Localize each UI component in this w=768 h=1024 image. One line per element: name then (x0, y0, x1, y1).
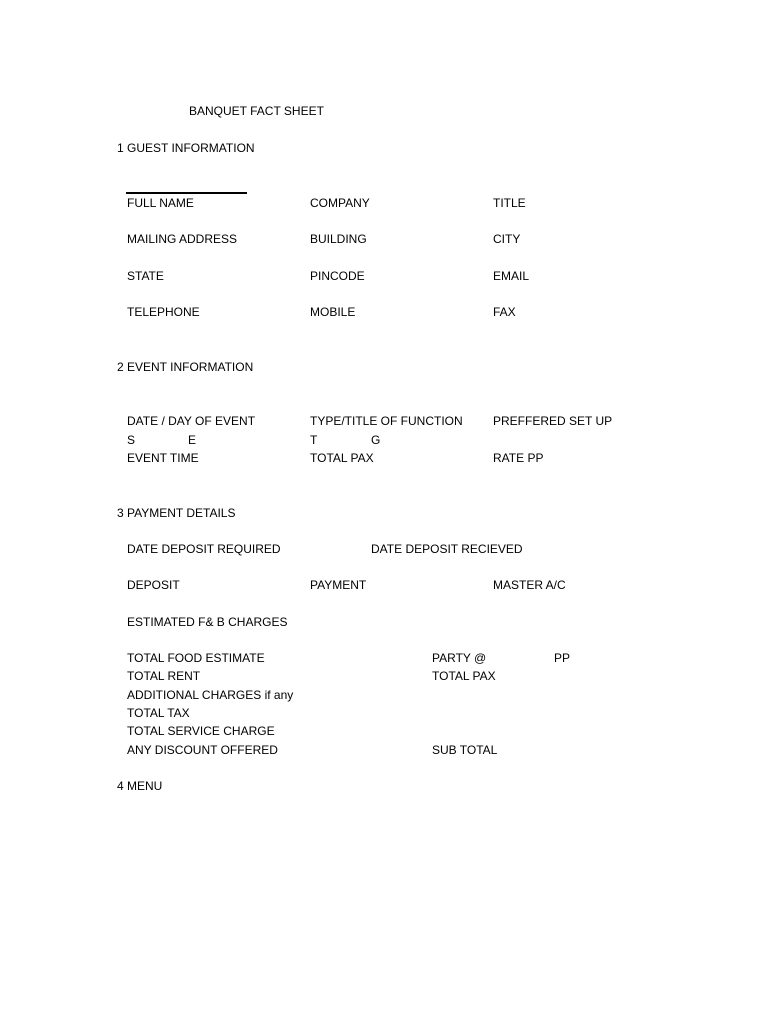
field-sub-total: SUB TOTAL (432, 743, 498, 757)
field-deposit: DEPOSIT (127, 578, 180, 592)
field-pincode: PINCODE (310, 269, 365, 283)
field-discount: ANY DISCOUNT OFFERED (127, 743, 278, 757)
section-heading-payment: 3 PAYMENT DETAILS (117, 506, 236, 520)
field-rate-pp: RATE PP (493, 451, 544, 465)
field-deposit-received: DATE DEPOSIT RECIEVED (371, 542, 523, 556)
field-master-ac: MASTER A/C (493, 578, 566, 592)
field-date-day: DATE / DAY OF EVENT (127, 414, 256, 428)
field-g: G (371, 433, 381, 447)
field-total-pax: TOTAL PAX (310, 451, 374, 465)
field-s: S (127, 433, 136, 447)
section-heading-guest: 1 GUEST INFORMATION (117, 141, 255, 155)
field-t: T (310, 433, 318, 447)
field-title: TITLE (493, 196, 526, 210)
field-payment-total-pax: TOTAL PAX (432, 669, 496, 683)
field-city: CITY (493, 232, 521, 246)
field-full-name: FULL NAME (127, 196, 194, 210)
field-telephone: TELEPHONE (127, 305, 200, 319)
field-type-title: TYPE/TITLE OF FUNCTION (310, 414, 463, 428)
field-fax: FAX (493, 305, 516, 319)
field-payment: PAYMENT (310, 578, 367, 592)
field-set-up: PREFFERED SET UP (493, 414, 613, 428)
field-service-charge: TOTAL SERVICE CHARGE (127, 724, 275, 738)
field-estimated-charges: ESTIMATED F& B CHARGES (127, 615, 288, 629)
field-food-estimate: TOTAL FOOD ESTIMATE (127, 651, 265, 665)
field-party-at: PARTY @ (432, 651, 487, 665)
field-company: COMPANY (310, 196, 370, 210)
field-additional-charges: ADDITIONAL CHARGES if any (127, 688, 294, 702)
section-heading-menu: 4 MENU (117, 779, 163, 793)
field-pp: PP (554, 651, 571, 665)
field-state: STATE (127, 269, 164, 283)
field-mobile: MOBILE (310, 305, 356, 319)
section-heading-event: 2 EVENT INFORMATION (117, 360, 254, 374)
field-e: E (188, 433, 197, 447)
field-total-rent: TOTAL RENT (127, 669, 201, 683)
field-email: EMAIL (493, 269, 530, 283)
field-event-time: EVENT TIME (127, 451, 199, 465)
field-total-tax: TOTAL TAX (127, 706, 190, 720)
document-title: BANQUET FACT SHEET (189, 104, 324, 118)
field-mailing-address: MAILING ADDRESS (127, 232, 238, 246)
field-deposit-required: DATE DEPOSIT REQUIRED (127, 542, 281, 556)
signature-rule (126, 192, 247, 194)
field-building: BUILDING (310, 232, 367, 246)
